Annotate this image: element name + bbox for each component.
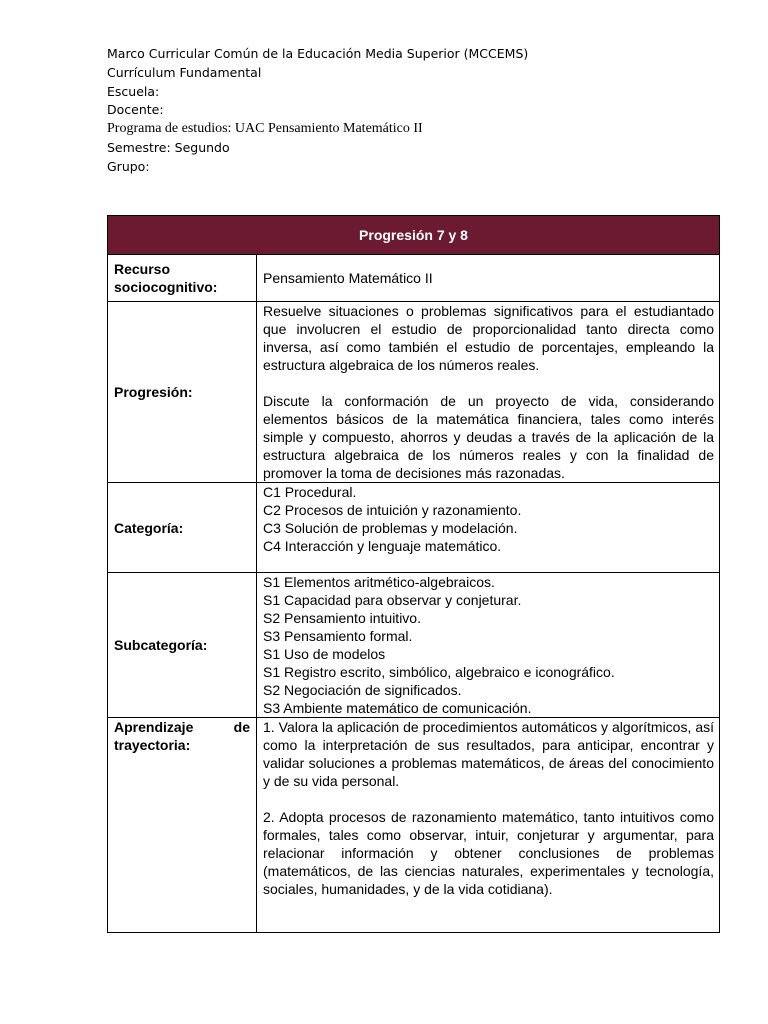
subcategoria-item: S1 Capacidad para observar y conjeturar. (263, 592, 522, 608)
categoria-item: C3 Solución de problemas y modelación. (263, 520, 518, 536)
row-categoria (108, 483, 720, 573)
row-progresion (108, 302, 720, 483)
progresion-paragraph-1: Resuelve situaciones o problemas significativos para el estudiantado que involucren el estudio de proporcionalidad tanto directa como inversa, así como también el estudio de porcentajes, empleando la estructura algebraica de los números reales. (263, 303, 714, 373)
aprendizaje-label-word: de (233, 719, 250, 735)
header-group: Grupo: (107, 158, 150, 174)
aprendizaje-label-word: Aprendizaje (114, 719, 194, 735)
subcategoria-item: S3 Pensamiento formal. (263, 628, 413, 644)
aprendizaje-label (108, 718, 257, 933)
header-semester: Semestre: Segundo (107, 139, 230, 155)
progresion-value (257, 302, 720, 483)
progresion-paragraph-2: Discute la conformación de un proyecto de vida, considerando elementos básicos de la matemática financiera, tales como interés simple y compuesto, ahorros y deudas a través de la aplicación de la estructura algebraica de los números reales y con la finalidad de promover la toma de decisiones más razonadas. (263, 393, 714, 481)
header-teacher: Docente: (107, 102, 164, 118)
subcategoria-item: S2 Negociación de significados. (263, 682, 462, 698)
progresion-label: Progresión: (108, 302, 257, 483)
subcategoria-item: S1 Elementos aritmético-algebraicos. (263, 574, 495, 590)
header-curriculum: Currículum Fundamental (107, 64, 262, 80)
subcategoria-list (257, 573, 720, 718)
categoria-label: Categoría: (108, 483, 257, 573)
subcategoria-item: S1 Registro escrito, simbólico, algebraico e iconográfico. (263, 664, 615, 680)
document-header (107, 45, 528, 177)
recurso-value: Pensamiento Matemático II (257, 255, 720, 302)
recurso-label: Recurso sociocognitivo: (108, 255, 257, 302)
aprendizaje-value (257, 718, 720, 933)
subcategoria-label: Subcategoría: (108, 573, 257, 718)
header-school: Escuela: (107, 83, 160, 99)
header-program: Programa de estudios: UAC Pensamiento Matemático II (107, 121, 423, 137)
subcategoria-item: S2 Pensamiento intuitivo. (263, 610, 421, 626)
row-subcategoria (108, 573, 720, 718)
aprendizaje-paragraph-2: 2. Adopta procesos de razonamiento matemático, tanto intuitivos como formales, tales como observar, intuir, conjeturar y argumentar, para relacionar información y obtener conclusiones de problemas (matemáticos, de las ciencias naturales, experimentales y tecnología, sociales, humanidades, y de la vida cotidiana). (263, 809, 714, 897)
row-recurso (108, 255, 720, 302)
categoria-item: C4 Interacción y lenguaje matemático. (263, 538, 502, 554)
aprendizaje-paragraph-1: 1. Valora la aplicación de procedimientos automáticos y algorítmicos, así como la interpretación de sus resultados, para anticipar, encontrar y validar soluciones a problemas matemáticos, de áreas del conocimiento y de su vida personal. (263, 719, 714, 789)
progression-table (107, 215, 720, 933)
aprendizaje-label-word: trayectoria: (114, 737, 191, 753)
header-framework: Marco Curricular Común de la Educación Media Superior (MCCEMS) (107, 46, 529, 61)
subcategoria-item: S3 Ambiente matemático de comunicación. (263, 700, 532, 716)
categoria-item: C2 Procesos de intuición y razonamiento. (263, 502, 522, 518)
subcategoria-item: S1 Uso de modelos (263, 646, 386, 662)
table-title: Progresión 7 y 8 (108, 216, 720, 255)
categoria-list (257, 483, 720, 573)
row-aprendizaje (108, 718, 720, 933)
categoria-item: C1 Procedural. (263, 484, 357, 500)
